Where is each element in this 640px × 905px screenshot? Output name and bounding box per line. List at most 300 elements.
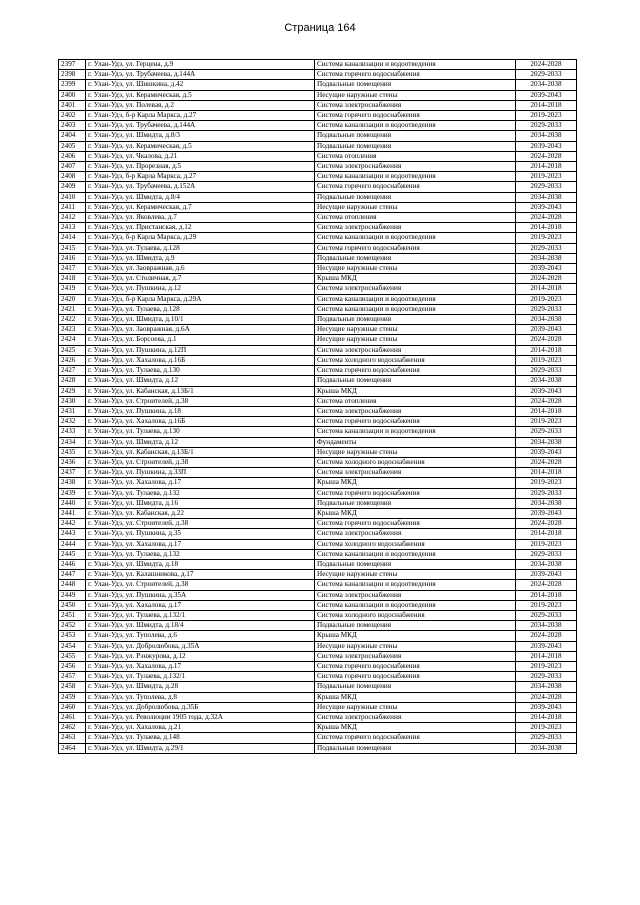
period-cell: 2034-2038	[516, 682, 577, 692]
system-cell: Система электроснабжения	[315, 529, 516, 539]
period-cell: 2019-2023	[516, 417, 577, 427]
address-cell: г. Улан-Удэ, ул. Пушкина, д.35А	[86, 590, 315, 600]
address-cell: г. Улан-Удэ, ул. Хахалова, д.21	[86, 723, 315, 733]
row-number-cell: 2420	[59, 294, 86, 304]
system-cell: Подвальные помещения	[315, 131, 516, 141]
row-number-cell: 2457	[59, 672, 86, 682]
row-number-cell: 2438	[59, 478, 86, 488]
row-number-cell: 2459	[59, 692, 86, 702]
system-cell: Крыша МКД	[315, 723, 516, 733]
system-cell: Несущие наружные стены	[315, 264, 516, 274]
address-cell: г. Улан-Удэ, ул. Хахалова, д.17	[86, 478, 315, 488]
table-row	[59, 172, 577, 182]
table-row	[59, 406, 577, 416]
table-row	[59, 641, 577, 651]
table-row	[59, 131, 577, 141]
table-row	[59, 672, 577, 682]
address-cell: г. Улан-Удэ, ул. Хахалова, д.16Б	[86, 417, 315, 427]
period-cell: 2024-2028	[516, 396, 577, 406]
address-cell: г. Улан-Удэ, ул. Чкалова, д.21	[86, 151, 315, 161]
address-cell: г. Улан-Удэ, ул. Хахалова, д.17	[86, 600, 315, 610]
address-cell: г. Улан-Удэ, ул. Тулаева, д.132	[86, 488, 315, 498]
system-cell: Система горячего водоснабжения	[315, 672, 516, 682]
system-cell: Система канализации и водоотведения	[315, 121, 516, 131]
system-cell: Несущие наружные стены	[315, 641, 516, 651]
table-row	[59, 202, 577, 212]
address-cell: г. Улан-Удэ, ул. Строителей, д.38	[86, 396, 315, 406]
address-cell: г. Улан-Удэ, ул. Хахалова, д.17	[86, 661, 315, 671]
row-number-cell: 2409	[59, 182, 86, 192]
period-cell: 2039-2043	[516, 508, 577, 518]
row-number-cell: 2463	[59, 733, 86, 743]
row-number-cell: 2418	[59, 274, 86, 284]
row-number-cell: 2406	[59, 151, 86, 161]
system-cell: Несущие наружные стены	[315, 90, 516, 100]
period-cell: 2029-2033	[516, 610, 577, 620]
row-number-cell: 2444	[59, 539, 86, 549]
system-cell: Система канализации и водоотведения	[315, 60, 516, 70]
row-number-cell: 2427	[59, 366, 86, 376]
table-row	[59, 539, 577, 549]
row-number-cell: 2423	[59, 325, 86, 335]
system-cell: Система электроснабжения	[315, 223, 516, 233]
system-cell: Крыша МКД	[315, 692, 516, 702]
period-cell: 2014-2018	[516, 284, 577, 294]
row-number-cell: 2439	[59, 488, 86, 498]
period-cell: 2014-2018	[516, 162, 577, 172]
row-number-cell: 2414	[59, 233, 86, 243]
table-row	[59, 335, 577, 345]
table-row	[59, 488, 577, 498]
page-number-header: Страница 164	[284, 22, 356, 34]
table-row	[59, 70, 577, 80]
address-cell: г. Улан-Удэ, ул. Шмидта, д.12	[86, 376, 315, 386]
table-row	[59, 325, 577, 335]
address-cell: г. Улан-Удэ, ул. Пушкина, д.35	[86, 529, 315, 539]
table-row	[59, 600, 577, 610]
period-cell: 2029-2033	[516, 304, 577, 314]
row-number-cell: 2458	[59, 682, 86, 692]
row-number-cell: 2464	[59, 743, 86, 753]
period-cell: 2019-2023	[516, 111, 577, 121]
table-row	[59, 243, 577, 253]
period-cell: 2034-2038	[516, 559, 577, 569]
table-row	[59, 529, 577, 539]
period-cell: 2039-2043	[516, 641, 577, 651]
row-number-cell: 2417	[59, 264, 86, 274]
address-cell: г. Улан-Удэ, ул. Кабанская, д.13Б/1	[86, 386, 315, 396]
row-number-cell: 2455	[59, 651, 86, 661]
period-cell: 2039-2043	[516, 702, 577, 712]
table-row	[59, 743, 577, 753]
period-cell: 2024-2028	[516, 580, 577, 590]
table-row	[59, 80, 577, 90]
period-cell: 2039-2043	[516, 90, 577, 100]
period-cell: 2029-2033	[516, 243, 577, 253]
period-cell: 2024-2028	[516, 151, 577, 161]
table-row	[59, 60, 577, 70]
period-cell: 2019-2023	[516, 233, 577, 243]
row-number-cell: 2403	[59, 121, 86, 131]
row-number-cell: 2425	[59, 345, 86, 355]
row-number-cell: 2447	[59, 570, 86, 580]
row-number-cell: 2404	[59, 131, 86, 141]
row-number-cell: 2436	[59, 457, 86, 467]
period-cell: 2019-2023	[516, 661, 577, 671]
system-cell: Система канализации и водоотведения	[315, 172, 516, 182]
period-cell: 2034-2038	[516, 315, 577, 325]
address-cell: г. Улан-Удэ, ул. Керамическая, д.5	[86, 90, 315, 100]
address-cell: г. Улан-Удэ, ул. Тулаева, д.132	[86, 549, 315, 559]
row-number-cell: 2405	[59, 141, 86, 151]
table-row	[59, 192, 577, 202]
period-cell: 2024-2028	[516, 692, 577, 702]
period-cell: 2024-2028	[516, 519, 577, 529]
table-row	[59, 162, 577, 172]
row-number-cell: 2454	[59, 641, 86, 651]
row-number-cell: 2401	[59, 100, 86, 110]
row-number-cell: 2435	[59, 447, 86, 457]
period-cell: 2014-2018	[516, 468, 577, 478]
system-cell: Система горячего водоснабжения	[315, 661, 516, 671]
period-cell: 2024-2028	[516, 335, 577, 345]
system-cell: Фундаменты	[315, 437, 516, 447]
table-row	[59, 417, 577, 427]
address-cell: г. Улан-Удэ, ул. Пристанская, д.12	[86, 223, 315, 233]
period-cell: 2019-2023	[516, 723, 577, 733]
period-cell: 2034-2038	[516, 131, 577, 141]
system-cell: Несущие наружные стены	[315, 202, 516, 212]
row-number-cell: 2445	[59, 549, 86, 559]
period-cell: 2019-2023	[516, 355, 577, 365]
period-cell: 2014-2018	[516, 713, 577, 723]
address-cell: г. Улан-Удэ, ул. Строителей, д.38	[86, 519, 315, 529]
table-row	[59, 692, 577, 702]
system-cell: Крыша МКД	[315, 478, 516, 488]
address-cell: г. Улан-Удэ, ул. Тулаева, д.130	[86, 427, 315, 437]
system-cell: Система горячего водоснабжения	[315, 733, 516, 743]
row-number-cell: 2419	[59, 284, 86, 294]
system-cell: Система электроснабжения	[315, 406, 516, 416]
period-cell: 2014-2018	[516, 406, 577, 416]
period-cell: 2024-2028	[516, 631, 577, 641]
address-cell: г. Улан-Удэ, ул. Тулаева, д.128	[86, 304, 315, 314]
table-row	[59, 253, 577, 263]
address-cell: г. Улан-Удэ, ул. Тулаева, д.132/1	[86, 672, 315, 682]
row-number-cell: 2429	[59, 386, 86, 396]
table-row	[59, 631, 577, 641]
system-cell: Система электроснабжения	[315, 468, 516, 478]
table-row	[59, 468, 577, 478]
address-cell: г. Улан-Удэ, ул. Хахалова, д.16Б	[86, 355, 315, 365]
row-number-cell: 2460	[59, 702, 86, 712]
table-row	[59, 508, 577, 518]
row-number-cell: 2434	[59, 437, 86, 447]
period-cell: 2024-2028	[516, 213, 577, 223]
address-cell: г. Улан-Удэ, ул. Трубачеева, д.144А	[86, 70, 315, 80]
address-cell: г. Улан-Удэ, ул. Керамическая, д.7	[86, 202, 315, 212]
row-number-cell: 2430	[59, 396, 86, 406]
period-cell: 2039-2043	[516, 447, 577, 457]
row-number-cell: 2412	[59, 213, 86, 223]
row-number-cell: 2442	[59, 519, 86, 529]
row-number-cell: 2461	[59, 713, 86, 723]
row-number-cell: 2411	[59, 202, 86, 212]
system-cell: Крыша МКД	[315, 386, 516, 396]
table-row	[59, 213, 577, 223]
address-cell: г. Улан-Удэ, ул. Строителей, д.38	[86, 457, 315, 467]
row-number-cell: 2443	[59, 529, 86, 539]
table-row	[59, 121, 577, 131]
row-number-cell: 2421	[59, 304, 86, 314]
period-cell: 2039-2043	[516, 264, 577, 274]
address-cell: г. Улан-Удэ, ул. Шмидта, д.28	[86, 682, 315, 692]
table-row	[59, 223, 577, 233]
table-row	[59, 559, 577, 569]
period-cell: 2019-2023	[516, 600, 577, 610]
period-cell: 2039-2043	[516, 141, 577, 151]
row-number-cell: 2450	[59, 600, 86, 610]
table-row	[59, 355, 577, 365]
period-cell: 2034-2038	[516, 743, 577, 753]
period-cell: 2029-2033	[516, 427, 577, 437]
row-number-cell: 2452	[59, 621, 86, 631]
system-cell: Подвальные помещения	[315, 621, 516, 631]
row-number-cell: 2422	[59, 315, 86, 325]
row-number-cell: 2408	[59, 172, 86, 182]
address-cell: г. Улан-Удэ, ул. Революции 1905 года, д.32А	[86, 713, 315, 723]
system-cell: Система электроснабжения	[315, 651, 516, 661]
period-cell: 2029-2033	[516, 366, 577, 376]
table-row	[59, 111, 577, 121]
table-row	[59, 713, 577, 723]
system-cell: Система горячего водоснабжения	[315, 488, 516, 498]
table-row	[59, 233, 577, 243]
row-number-cell: 2400	[59, 90, 86, 100]
row-number-cell: 2432	[59, 417, 86, 427]
system-cell: Крыша МКД	[315, 631, 516, 641]
system-cell: Крыша МКД	[315, 508, 516, 518]
table-row	[59, 519, 577, 529]
table-body	[59, 60, 577, 754]
system-cell: Система электроснабжения	[315, 345, 516, 355]
period-cell: 2029-2033	[516, 488, 577, 498]
table-row	[59, 457, 577, 467]
table-row	[59, 702, 577, 712]
row-number-cell: 2415	[59, 243, 86, 253]
period-cell: 2034-2038	[516, 253, 577, 263]
period-cell: 2019-2023	[516, 478, 577, 488]
table-row	[59, 590, 577, 600]
row-number-cell: 2399	[59, 80, 86, 90]
row-number-cell: 2451	[59, 610, 86, 620]
system-cell: Подвальные помещения	[315, 253, 516, 263]
address-cell: г. Улан-Удэ, ул. Шмидта, д.10/1	[86, 315, 315, 325]
system-cell: Система отопления	[315, 396, 516, 406]
table-row	[59, 447, 577, 457]
system-cell: Несущие наружные стены	[315, 325, 516, 335]
period-cell: 2014-2018	[516, 345, 577, 355]
period-cell: 2039-2043	[516, 202, 577, 212]
system-cell: Несущие наружные стены	[315, 447, 516, 457]
row-number-cell: 2397	[59, 60, 86, 70]
system-cell: Подвальные помещения	[315, 559, 516, 569]
system-cell: Система холодного водоснабжения	[315, 539, 516, 549]
system-cell: Система канализации и водоотведения	[315, 233, 516, 243]
period-cell: 2039-2043	[516, 570, 577, 580]
row-number-cell: 2431	[59, 406, 86, 416]
table-row	[59, 478, 577, 488]
period-cell: 2014-2018	[516, 529, 577, 539]
system-cell: Система электроснабжения	[315, 162, 516, 172]
period-cell: 2034-2038	[516, 80, 577, 90]
address-cell: г. Улан-Удэ, ул. Тулаева, д.132/1	[86, 610, 315, 620]
address-cell: г. Улан-Удэ, ул. Кабанская, д.22	[86, 508, 315, 518]
address-cell: г. Улан-Удэ, ул. Рэнжурова, д.12	[86, 651, 315, 661]
table-row	[59, 100, 577, 110]
table-row	[59, 580, 577, 590]
row-number-cell: 2407	[59, 162, 86, 172]
period-cell: 2014-2018	[516, 100, 577, 110]
system-cell: Несущие наружные стены	[315, 335, 516, 345]
row-number-cell: 2462	[59, 723, 86, 733]
period-cell: 2039-2043	[516, 386, 577, 396]
row-number-cell: 2453	[59, 631, 86, 641]
system-cell: Подвальные помещения	[315, 192, 516, 202]
period-cell: 2024-2028	[516, 274, 577, 284]
system-cell: Система горячего водоснабжения	[315, 70, 516, 80]
table-row	[59, 182, 577, 192]
table-row	[59, 141, 577, 151]
table-row	[59, 437, 577, 447]
table-row	[59, 386, 577, 396]
table-row	[59, 570, 577, 580]
capital-repair-table	[58, 59, 577, 754]
address-cell: г. Улан-Удэ, ул. Заовражная, д.6	[86, 264, 315, 274]
period-cell: 2019-2023	[516, 294, 577, 304]
row-number-cell: 2398	[59, 70, 86, 80]
period-cell: 2034-2038	[516, 621, 577, 631]
address-cell: г. Улан-Удэ, ул. Пушкина, д.12	[86, 284, 315, 294]
period-cell: 2024-2028	[516, 457, 577, 467]
system-cell: Несущие наружные стены	[315, 702, 516, 712]
system-cell: Система электроснабжения	[315, 100, 516, 110]
system-cell: Система отопления	[315, 151, 516, 161]
period-cell: 2034-2038	[516, 376, 577, 386]
address-cell: г. Улан-Удэ, ул. Пушкина, д.33П	[86, 468, 315, 478]
system-cell: Подвальные помещения	[315, 80, 516, 90]
table-row	[59, 682, 577, 692]
system-cell: Система канализации и водоотведения	[315, 304, 516, 314]
row-number-cell: 2448	[59, 580, 86, 590]
address-cell: г. Улан-Удэ, ул. Прорезная, д.5	[86, 162, 315, 172]
system-cell: Система горячего водоснабжения	[315, 417, 516, 427]
address-cell: г. Улан-Удэ, ул. Туполева, д.6	[86, 631, 315, 641]
period-cell: 2029-2033	[516, 549, 577, 559]
system-cell: Система электроснабжения	[315, 590, 516, 600]
address-cell: г. Улан-Удэ, ул. Шмидта, д.18	[86, 559, 315, 569]
period-cell: 2029-2033	[516, 121, 577, 131]
system-cell: Система горячего водоснабжения	[315, 243, 516, 253]
period-cell: 2034-2038	[516, 498, 577, 508]
address-cell: г. Улан-Удэ, ул. Туполева, д.8	[86, 692, 315, 702]
period-cell: 2014-2018	[516, 590, 577, 600]
address-cell: г. Улан-Удэ, ул. Трубачеева, д.144А	[86, 121, 315, 131]
address-cell: г. Улан-Удэ, ул. Добролюбова, д.35Б	[86, 702, 315, 712]
address-cell: г. Улан-Удэ, ул. Шмидта, д.29/1	[86, 743, 315, 753]
table-row	[59, 151, 577, 161]
address-cell: г. Улан-Удэ, ул. Заовражная, д.6А	[86, 325, 315, 335]
address-cell: г. Улан-Удэ, ул. Шмидта, д.8/4	[86, 192, 315, 202]
table-row	[59, 264, 577, 274]
system-cell: Система канализации и водоотведения	[315, 580, 516, 590]
address-cell: г. Улан-Удэ, б-р Карла Маркса, д.29	[86, 233, 315, 243]
address-cell: г. Улан-Удэ, ул. Кабанская, д.13Б/1	[86, 447, 315, 457]
address-cell: г. Улан-Удэ, ул. Шмидта, д.8/3	[86, 131, 315, 141]
row-number-cell: 2428	[59, 376, 86, 386]
table-row	[59, 284, 577, 294]
system-cell: Система горячего водоснабжения	[315, 111, 516, 121]
address-cell: г. Улан-Удэ, ул. Шмидта, д.16	[86, 498, 315, 508]
period-cell: 2019-2023	[516, 172, 577, 182]
system-cell: Система канализации и водоотведения	[315, 427, 516, 437]
period-cell: 2024-2028	[516, 60, 577, 70]
table-row	[59, 315, 577, 325]
row-number-cell: 2440	[59, 498, 86, 508]
address-cell: г. Улан-Удэ, ул. Пушкина, д.18	[86, 406, 315, 416]
address-cell: г. Улан-Удэ, б-р Карла Маркса, д.27	[86, 172, 315, 182]
system-cell: Подвальные помещения	[315, 376, 516, 386]
row-number-cell: 2426	[59, 355, 86, 365]
table-row	[59, 294, 577, 304]
system-cell: Система канализации и водоотведения	[315, 600, 516, 610]
system-cell: Система холодного водоснабжения	[315, 355, 516, 365]
table-row	[59, 733, 577, 743]
row-number-cell: 2449	[59, 590, 86, 600]
system-cell: Система канализации и водоотведения	[315, 549, 516, 559]
address-cell: г. Улан-Удэ, ул. Тулаева, д.130	[86, 366, 315, 376]
address-cell: г. Улан-Удэ, ул. Тулаева, д.148	[86, 733, 315, 743]
system-cell: Подвальные помещения	[315, 498, 516, 508]
system-cell: Несущие наружные стены	[315, 570, 516, 580]
system-cell: Система отопления	[315, 213, 516, 223]
row-number-cell: 2433	[59, 427, 86, 437]
period-cell: 2029-2033	[516, 733, 577, 743]
table-row	[59, 304, 577, 314]
system-cell: Подвальные помещения	[315, 682, 516, 692]
address-cell: г. Улан-Удэ, ул. Керамическая, д.5	[86, 141, 315, 151]
table-row	[59, 498, 577, 508]
system-cell: Подвальные помещения	[315, 743, 516, 753]
table-row	[59, 274, 577, 284]
address-cell: г. Улан-Удэ, ул. Столичная, д.7	[86, 274, 315, 284]
table-row	[59, 396, 577, 406]
address-cell: г. Улан-Удэ, ул. Борсоева, д.1	[86, 335, 315, 345]
address-cell: г. Улан-Удэ, ул. Шишкина, д.42	[86, 80, 315, 90]
address-cell: г. Улан-Удэ, б-р Карла Маркса, д.27	[86, 111, 315, 121]
system-cell: Крыша МКД	[315, 274, 516, 284]
system-cell: Система холодного водоснабжения	[315, 610, 516, 620]
address-cell: г. Улан-Удэ, ул. Герцена, д.9	[86, 60, 315, 70]
period-cell: 2014-2018	[516, 651, 577, 661]
row-number-cell: 2402	[59, 111, 86, 121]
address-cell: г. Улан-Удэ, ул. Полевая, д.2	[86, 100, 315, 110]
period-cell: 2029-2033	[516, 70, 577, 80]
address-cell: г. Улан-Удэ, б-р Карла Маркса, д.29А	[86, 294, 315, 304]
address-cell: г. Улан-Удэ, ул. Калашникова, д.17	[86, 570, 315, 580]
address-cell: г. Улан-Удэ, ул. Хахалова, д.17	[86, 539, 315, 549]
period-cell: 2029-2033	[516, 672, 577, 682]
